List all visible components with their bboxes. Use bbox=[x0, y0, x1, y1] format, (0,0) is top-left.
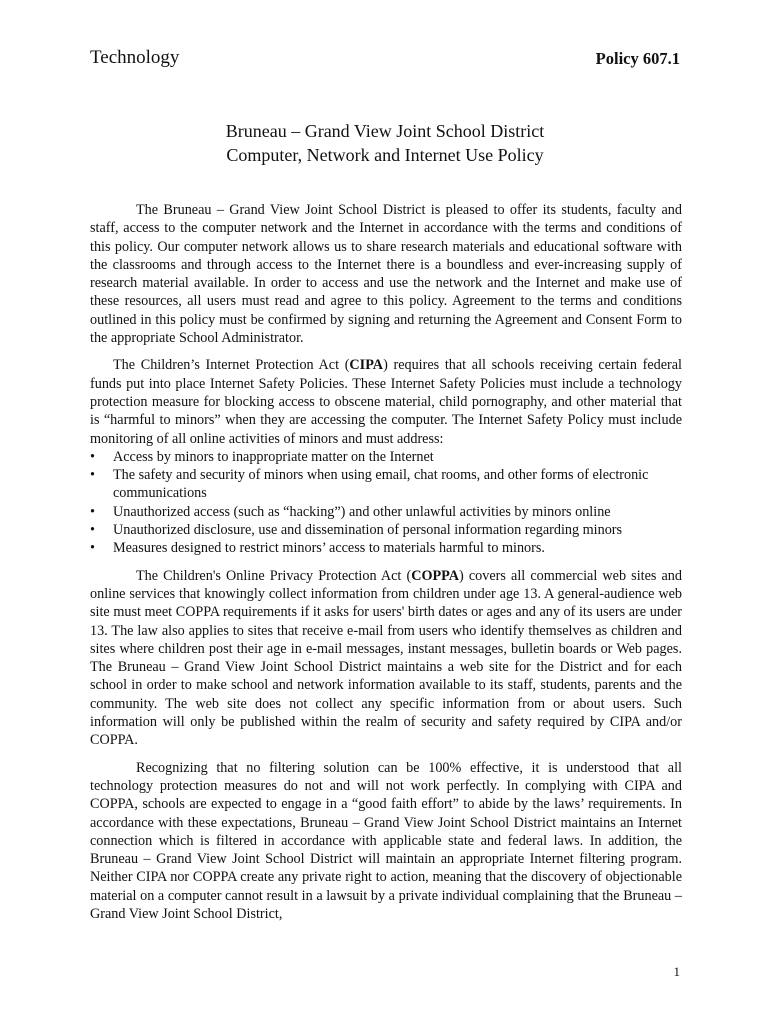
title-line-1: Bruneau – Grand View Joint School District bbox=[225, 121, 545, 141]
cipa-text-end: ) requires that all schools receiving certain federal funds put into place Internet Safety Policies. These Internet Safety Policies must include a technology protection measure for blocking access to obscene material, child pornography, and other material that is “harmful to minors” when they are accessing the computer. The Internet Safety Policy must include monitoring of all online activities of minors and must address: bbox=[90, 357, 682, 447]
paragraph-intro: The Bruneau – Grand View Joint School District is pleased to offer its students, faculty and staff, access to the computer network and the Internet in accordance with the terms and conditions of this policy. Our computer network allows us to share research materials and educational software with the classrooms and through access to the Internet there is a boundless and ever-increasing supply of research material available. In order to access and use the network and the Internet and make use of these resources, all users must read and agree to this policy. Agreement to the terms and conditions outlined in this policy must be confirmed by signing and returning the Agreement and Consent Form to the appropriate School Administrator. bbox=[90, 202, 682, 347]
list-item: • Access by minors to inappropriate matter on the Internet bbox=[90, 448, 682, 466]
cipa-requirements-list bbox=[90, 448, 682, 558]
document-title bbox=[0, 119, 770, 167]
coppa-text-end: ) covers all commercial web sites and online services that knowingly collect information from children under age 13. A general-audience web site must meet COPPA requirements if it asks for users' birth dates or ages and any of its users are under 13. The law also applies to sites that receive e-mail from users who identify themselves as children and sites where children post their age in e-mail messages, instant messages, bulletin boards or Web pages. The Bruneau – Grand View Joint School District maintains a web site for the District and for each school in order to make school and network information available to its staff, students, parents and the community. The web site does not collect any specific information from or about users. Such information will only be published within the realm of security and safety required by CIPA and/or COPPA. bbox=[90, 567, 682, 749]
list-item: • Unauthorized disclosure, use and dissemination of personal information regarding minors bbox=[90, 521, 682, 539]
coppa-text-start: The Children's Online Privacy Protection Act ( bbox=[136, 567, 412, 584]
paragraph-cipa bbox=[90, 356, 682, 447]
header-policy-number: Policy 607.1 bbox=[595, 49, 680, 68]
paragraph-filtering: Recognizing that no filtering solution can be 100% effective, it is understood that all technology protection measures do not and will not work perfectly. In complying with CIPA and COPPA, schools are expected to engage in a “good faith effort” to abide by the laws’ requirements. In accordance with these expectations, Bruneau – Grand View Joint School District maintains an Internet connection which is filtered in accordance with applicable state and federal laws. In addition, the Bruneau – Grand View Joint School District will maintain an appropriate Internet filtering program. Neither CIPA nor COPPA create any private right to action, meaning that the discovery of objectionable material on a computer cannot result in a lawsuit by a private individual complaining that the Bruneau – Grand View Joint School District, bbox=[90, 759, 682, 922]
title-line-2: Computer, Network and Internet Use Policy bbox=[226, 145, 544, 165]
header-section: Technology bbox=[90, 47, 180, 68]
list-item: • The safety and security of minors when using email, chat rooms, and other forms of electronic communications bbox=[90, 466, 682, 503]
document-body bbox=[90, 201, 682, 923]
page-number: 1 bbox=[673, 964, 680, 979]
list-item: • Unauthorized access (such as “hacking”) and other unlawful activities by minors online bbox=[90, 503, 682, 521]
cipa-text-start: The Children’s Internet Protection Act ( bbox=[113, 357, 350, 374]
paragraph-coppa bbox=[90, 567, 682, 750]
coppa-acronym: COPPA bbox=[411, 567, 460, 584]
list-item: • Measures designed to restrict minors’ access to materials harmful to minors. bbox=[90, 539, 682, 557]
cipa-acronym: CIPA bbox=[349, 357, 384, 374]
